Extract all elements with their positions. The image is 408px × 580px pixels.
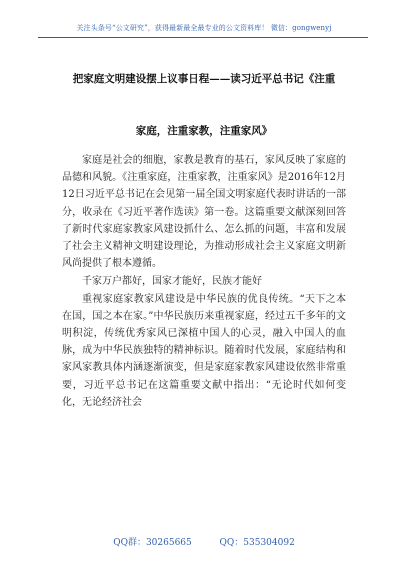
footer-qq-number: QQ：535304092 (219, 538, 295, 548)
paragraph-intro: 家庭是社会的细胞，家教是教育的基石，家风反映了家庭的品德和风貌。《注重家庭，注重家教，注重家风》是2016年12月12日习近平总书记在会见第一届全国文明家庭代表时讲话的一部分，收录在《习近平著作选读》第一卷。这篇重要文献深刻回答了新时代家庭家教家风建设抓什么、怎么抓的问题，丰富和发展了社会主义精神文明建设理论，为推动形成社会主义家庭文明新风尚提供了根本遵循。 (62, 155, 346, 270)
header-banner: 关注头条号“公文研究”，获得最新最全最专业的公文资料库！ 微信：gongwenyj (76, 24, 332, 32)
document-title-line-2: 家庭，注重家教，注重家风》 (135, 125, 273, 137)
paragraph-tradition: 重视家庭家教家风建设是中华民族的优良传统。“天下之本在国，国之本在家。”中华民族历来重视家庭，经过五千多年的文明积淀，传统优秀家风已深植中国人的心灵，融入中国人的血脉，成为中华民族独特的精神标识。随着时代发展，家庭结构和家风家教具体内涵逐渐演变，但是家庭家教家风建设依然非常重要，习近平总书记在这篇重要文献中指出：“无论时代如何变化，无论经济社会 (62, 293, 346, 408)
footer-contact (0, 535, 408, 548)
document-title-line-1: 把家庭文明建设摆上议事日程——读习近平总书记《注重 (72, 73, 336, 85)
footer-qq-group: QQ群：30265665 (113, 538, 192, 548)
header-divider (38, 37, 368, 38)
document-body (62, 152, 346, 411)
section-heading: 千家万户都好，国家才能好，民族才能好 (82, 276, 262, 288)
